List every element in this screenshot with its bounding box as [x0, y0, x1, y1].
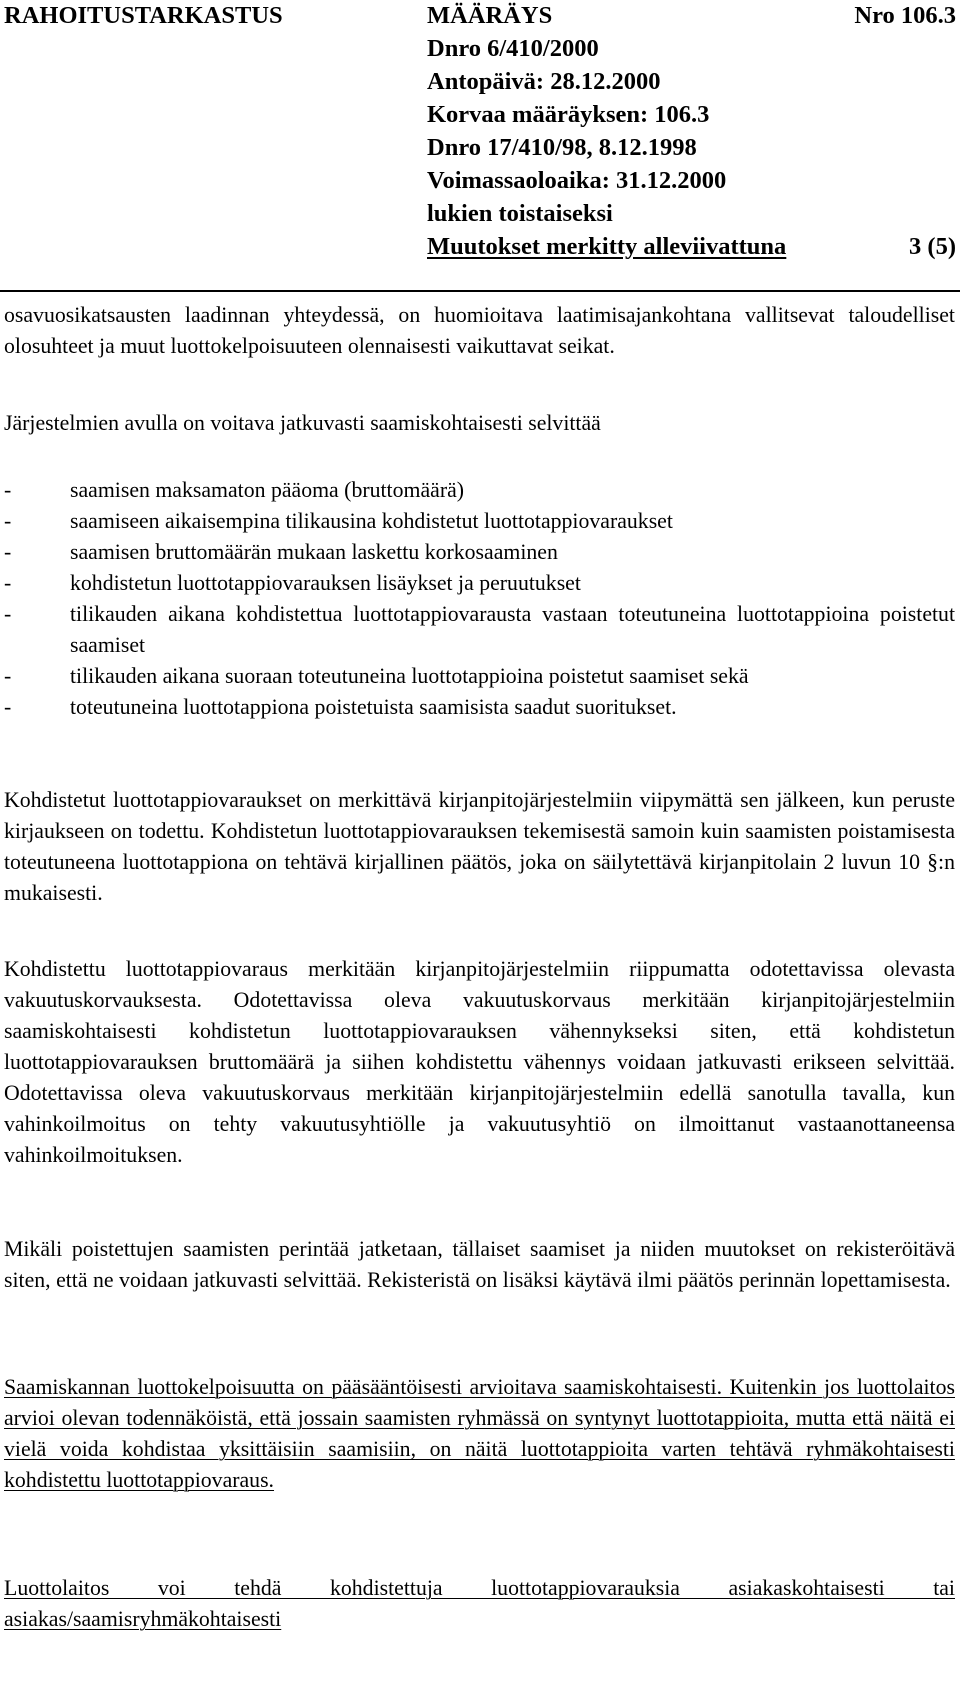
changes-note: Muutokset merkitty alleviivattuna: [427, 233, 787, 260]
list-dash: -: [4, 664, 12, 688]
replaces-regulation: Korvaa määräyksen: 106.3: [427, 101, 710, 128]
list-dash: -: [4, 540, 12, 564]
list-item: - tilikauden aikana suoraan toteutuneina luottotappioina poistetut saamiset sekä: [4, 661, 955, 692]
page-number: 3 (5): [909, 233, 956, 260]
paragraph: Mikäli poistettujen saamisten perintää jatketaan, tällaiset saamiset ja niiden muutokset on rekisteröitävä siten, että ne voidaan jatkuvasti selvittää. Rekisteristä on lisäksi käytävä ilmi päätös perinnän lopettamisesta.: [4, 1237, 955, 1292]
list-dash: -: [4, 509, 12, 533]
paragraph-4-block: [4, 954, 955, 1171]
list-item: - kohdistetun luottotappiovarauksen lisäykset ja peruutukset: [4, 568, 955, 599]
replaces-diary-number: Dnro 17/410/98, 8.12.1998: [427, 134, 697, 161]
list-item: - saamisen maksamaton pääoma (bruttomäärä): [4, 475, 955, 506]
paragraph-3-block: [4, 785, 955, 909]
header-divider: [0, 290, 960, 292]
list-item: - toteutuneina luottotappiona poistetuista saamisista saadut suoritukset.: [4, 692, 955, 723]
paragraph: Järjestelmien avulla on voitava jatkuvasti saamiskohtaisesti selvittää: [4, 411, 601, 435]
list-dash: -: [4, 602, 12, 626]
underlined-paragraph: Saamiskannan luottokelpoisuutta on pääsääntöisesti arvioitava saamiskohtaisesti. Kuitenkin jos luottolaitos arvioi olevan todennäköistä, että jossain saamisten ryhmässä on syntynyt luottotappioita, mutta että näitä ei vielä voida kohdistaa yksittäisiin saamisiin, on näitä luottotappioita varten tehtävä ryhmäkohtaisesti kohdistettu luottotappiovaraus.: [4, 1375, 955, 1492]
paragraph-6-block: [4, 1372, 955, 1496]
list-item: - saamisen bruttomäärän mukaan laskettu korkosaaminen: [4, 537, 955, 568]
paragraph: osavuosikatsausten laadinnan yhteydessä, on huomioitava laatimisajankohtana vallitsevat taloudelliset olosuhteet ja muut luottokelpoisuuteen olennaisesti vaikuttavat seikat.: [4, 303, 955, 358]
document-type: MÄÄRÄYS: [427, 2, 553, 29]
paragraph-5-block: [4, 1234, 955, 1296]
list-item: - saamiseen aikaisempina tilikausina kohdistetut luottotappiovaraukset: [4, 506, 955, 537]
list-dash: -: [4, 478, 12, 502]
document-number: Nro 106.3: [854, 2, 956, 29]
paragraph-1-block: [4, 300, 955, 362]
list-dash: -: [4, 571, 12, 595]
document-header: [0, 0, 960, 270]
organization-name: RAHOITUSTARKASTUS: [4, 2, 283, 29]
monitoring-list: [4, 475, 955, 723]
paragraph: Kohdistetut luottotappiovaraukset on merkittävä kirjanpitojärjestelmiin viipymättä sen jälkeen, kun peruste kirjaukseen on todettu. Kohdistetun luottotappiovarauksen tekemisestä samoin kuin saamisten poistamisesta toteutuneena luottotappiona on tehtävä kirjallinen päätös, joka on säilytettävä kirjanpitolain 2 luvun 10 §:n mukaisesti.: [4, 788, 955, 905]
list-dash: -: [4, 695, 12, 719]
monitoring-list-block: [4, 475, 955, 723]
paragraph: Kohdistettu luottotappiovaraus merkitään kirjanpitojärjestelmiin riippumatta odotettavissa olevasta vakuutuskorvauksesta. Odotettavissa oleva vakuutuskorvaus merkitään kirjanpitojärjestelmiin saamiskohtaisesti kohdistetun luottotappiovarauksen vähennykseksi siten, että kohdistetun luottotappiovarauksen bruttomäärä ja siihen kohdistettu vähennys voidaan jatkuvasti erikseen selvittää. Odotettavissa oleva vakuutuskorvaus merkitään kirjanpitojärjestelmiin edellä sanotulla tavalla, kun vahinkoilmoitus on tehty vakuutusyhtiölle ja vakuutusyhtiö on ilmoittanut vastaanottaneensa vahinkoilmoituksen.: [4, 957, 955, 1167]
paragraph-2-block: [4, 408, 955, 439]
validity-continuation: lukien toistaiseksi: [427, 200, 613, 227]
diary-number: Dnro 6/410/2000: [427, 35, 599, 62]
underlined-paragraph: Luottolaitos voi tehdä kohdistettuja luottotappiovarauksia asiakaskohtaisesti tai asiakas/saamisryhmäkohtaisesti: [4, 1576, 955, 1631]
validity-period: Voimassaoloaika: 31.12.2000: [427, 167, 727, 194]
paragraph-7-block: [4, 1573, 955, 1635]
issue-date: Antopäivä: 28.12.2000: [427, 68, 661, 95]
list-item: - tilikauden aikana kohdistettua luottotappiovarausta vastaan toteutuneina luottotappioina poistetut saamiset: [4, 599, 955, 661]
